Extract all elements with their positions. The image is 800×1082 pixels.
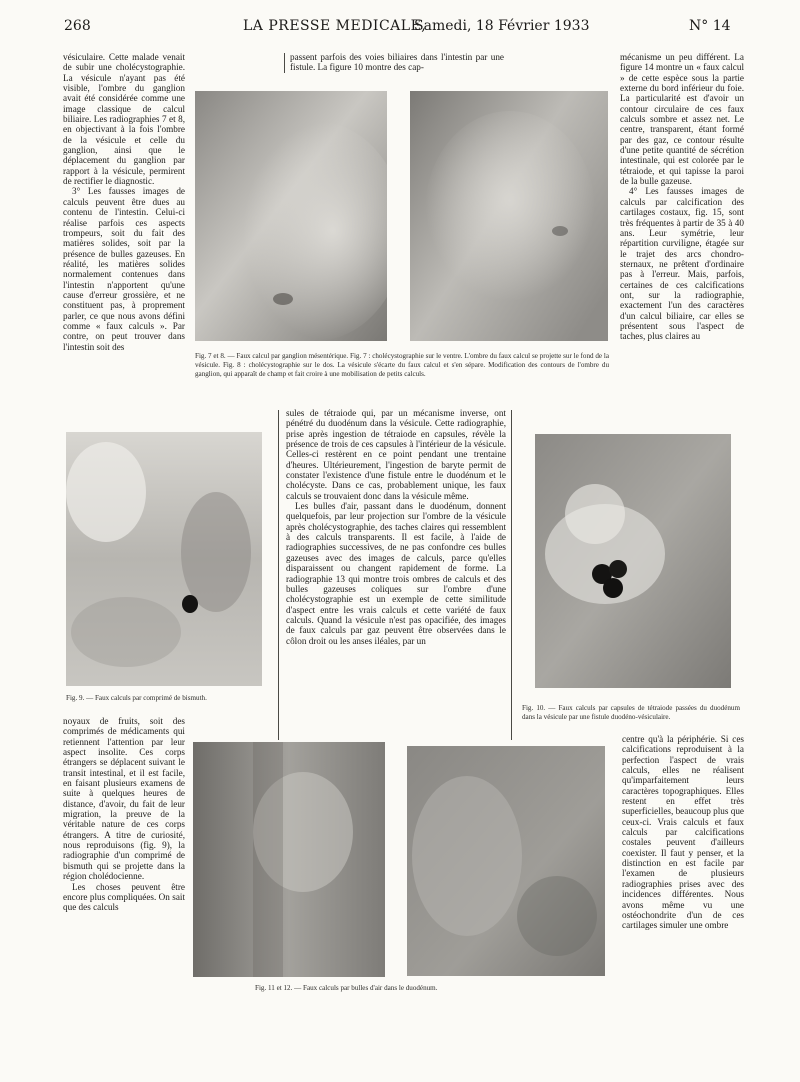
column-top-left-continuation bbox=[187, 404, 277, 416]
figure-11-radiograph bbox=[193, 742, 385, 977]
caption-text: Fig. 10. — Faux calculs par capsules de tétraiode passées du duodénum dans la vésicule par une fistule duodéno-vésiculaire. bbox=[522, 704, 740, 722]
column-rule bbox=[284, 53, 285, 73]
caption-text: Fig. 11 et 12. — Faux calculs par bulles d'air dans le duodénum. bbox=[255, 984, 438, 992]
caption-text: Fig. 7 et 8. — Faux calcul par ganglion mésentérique. Fig. 7 : cholécystographie sur le ventre. L'ombre du faux calcul se projette sur le fond de la vésicule. Fig. 8 : cholécystographie sur le dos. La vésicule s'écarte du faux calcul et s'en sépare. Modification des contours de l'ombre du ganglion, qui apparaît de champ et fait croire à une mobilisation de petits calculs. bbox=[195, 352, 609, 379]
column-top-right bbox=[620, 52, 744, 424]
paragraph: mécanisme un peu différent. La figure 14 montre un « faux calcul » de cette espèce sous la partie externe du bord inférieur du foie. La particularité est d'avoir un contour circulaire de ces faux calculs sombre et assez net. Le centre, transparent, étant formé par des gaz, ce contour résulte d'une petite quantité de sécrétion intestinale, qui est colorée par le tétraiode, et qui tapisse la paroi de la bulle gazeuse. bbox=[620, 52, 744, 187]
column-middle-center bbox=[286, 408, 506, 738]
figure-10-radiograph bbox=[535, 434, 731, 688]
column-top-center bbox=[290, 52, 504, 76]
paragraph: sules de tétraiode qui, par un mécanisme inverse, ont pénétré du duodénum dans la vésicule. Cette radiographie, prise après ingestion de tétraiode en capsules, révèle la présence de trois de ces capsules à l'intérieur de la vésicule. Celles-ci restèrent en ce point pendant une trentaine d'heures. Ultérieurement, l'ingestion de baryte permit de constater l'existence d'une fistule entre le duodénum et le cholécyste. Dans ce cas, probablement unique, les faux calculs se trouvaient donc dans la vésicule même. bbox=[286, 408, 506, 501]
column-rule bbox=[278, 410, 279, 740]
journal-title: LA PRESSE MEDICALE, bbox=[243, 18, 427, 34]
page-number: 268 bbox=[64, 18, 91, 34]
column-top-left bbox=[63, 52, 185, 414]
paragraph: 3° Les fausses images de calculs peuvent être dues au contenu de l'intestin. Celui-ci réalise parfois ces aspects trompeurs, soit du fait des matières solides, soit par la présence de bulles gazeuses. En réalité, les matières solides normalement contenues dans l'intestin n'apportent qu'une cause d'erreur grossière, et ne constituent pas, à proprement parler, ce que nous avons défini comme « faux calculs ». Par contre, on peut trouver dans l'intestin soit des bbox=[63, 186, 185, 352]
page-header bbox=[0, 0, 800, 40]
figure-11-12-caption bbox=[255, 984, 555, 996]
figure-7-radiograph bbox=[195, 91, 387, 341]
paragraph: Les bulles d'air, passant dans le duodénum, donnent quelquefois, par leur projection sur l'ombre de la vésicule après cholécystographie, des taches claires qui ressemblent à des calculs transparents. Il est facile, à l'aide de radiographies successives, de ne pas confondre ces bulles gazeuses avec des images de calculs, parce qu'elles disparaissent ou changent rapidement de forme. La radiographie 13 qui montre trois ombres de calculs et des bulles gazeuses coliques sur l'ombre d'une cholécystographie est un exemple de cette similitude d'aspect entre les vrais calculs et cette variété de faux calculs. Quand la vésicule n'est pas opacifiée, des images de faux calculs par gaz peuvent être observées dans le côlon droit ou les anses iléales, par un bbox=[286, 501, 506, 646]
figure-12-radiograph bbox=[407, 746, 605, 976]
paragraph: Les choses peuvent être encore plus compliquées. On sait que des calculs bbox=[63, 881, 185, 913]
figure-7-8-caption bbox=[195, 352, 609, 394]
paragraph: noyaux de fruits, soit des comprimés de médicaments qui retiennent l'attention par leur aspect insolite. Ces corps étrangers se déplacent suivant le transit intestinal, et il est facile, en faisant plusieurs examens de suite à quelques heures de distance, d'avoir, du fait de leur migration, la preuve de la véritable nature de ces corps étrangers. A titre de curiosité, nous reproduisons (fig. 9), la radiographie d'un comprimé de bismuth qui se projette dans la région cholédocienne. bbox=[63, 716, 185, 882]
paragraph: passent parfois des voies biliaires dans l'intestin par une fistule. La figure 10 montre des cap- bbox=[290, 52, 504, 73]
figure-10-caption bbox=[522, 704, 740, 732]
paragraph: 4° Les fausses images de calculs par calcification des cartilages costaux, fig. 15, sont très fréquentes à partir de 35 à 40 ans. Leur symétrie, leur répartition curviligne, étagée sur le trajet des arcs chondro-sternaux, ne prêtent d'ordinaire pas à l'erreur. Mais, parfois, certaines de ces calcifications ont, sur la radiographie, exactement l'un des caractères d'un calcul biliaire, car elles se présentent sous l'aspect de taches, plus claires au bbox=[620, 186, 744, 342]
figure-9-caption bbox=[66, 694, 266, 706]
column-bottom-left bbox=[63, 716, 185, 938]
column-rule bbox=[511, 410, 512, 740]
figure-9-radiograph bbox=[66, 432, 262, 686]
column-bottom-right bbox=[622, 734, 744, 956]
caption-text: Fig. 9. — Faux calculs par comprimé de bismuth. bbox=[66, 694, 207, 702]
paragraph: centre qu'à la périphérie. Si ces calcifications reproduisent à la perfection l'aspect de vrais calculs, elles ne réalisent qu'imparfaitement leurs caractères topographiques. Elles restent en effet très superficielles, beaucoup plus que ceux-ci. Vrais calculs et faux calculs par calcifications costales peuvent d'ailleurs coexister. Il faut y penser, et la distinction en est facile par l'examen de plusieurs radiographies prises avec des incidences différentes. Nous avons même vu une ostéochondrite d'un de ces cartilages simuler une ombre bbox=[622, 734, 744, 931]
issue-number: N° 14 bbox=[689, 18, 731, 34]
figure-8-radiograph bbox=[410, 91, 608, 341]
issue-date: Samedi, 18 Février 1933 bbox=[414, 18, 590, 34]
paragraph: vésiculaire. Cette malade venait de subir une cholécystographie. La vésicule n'ayant pas été visible, l'ombre du ganglion avait été considérée comme une image classique de calcul biliaire. Les radiographies 7 et 8, en objectivant à la fois l'ombre de la vésicule et celle du ganglion, ainsi que le déplacement du ganglion par rapport à la vésicule, permirent de rectifier le diagnostic. bbox=[63, 52, 185, 187]
